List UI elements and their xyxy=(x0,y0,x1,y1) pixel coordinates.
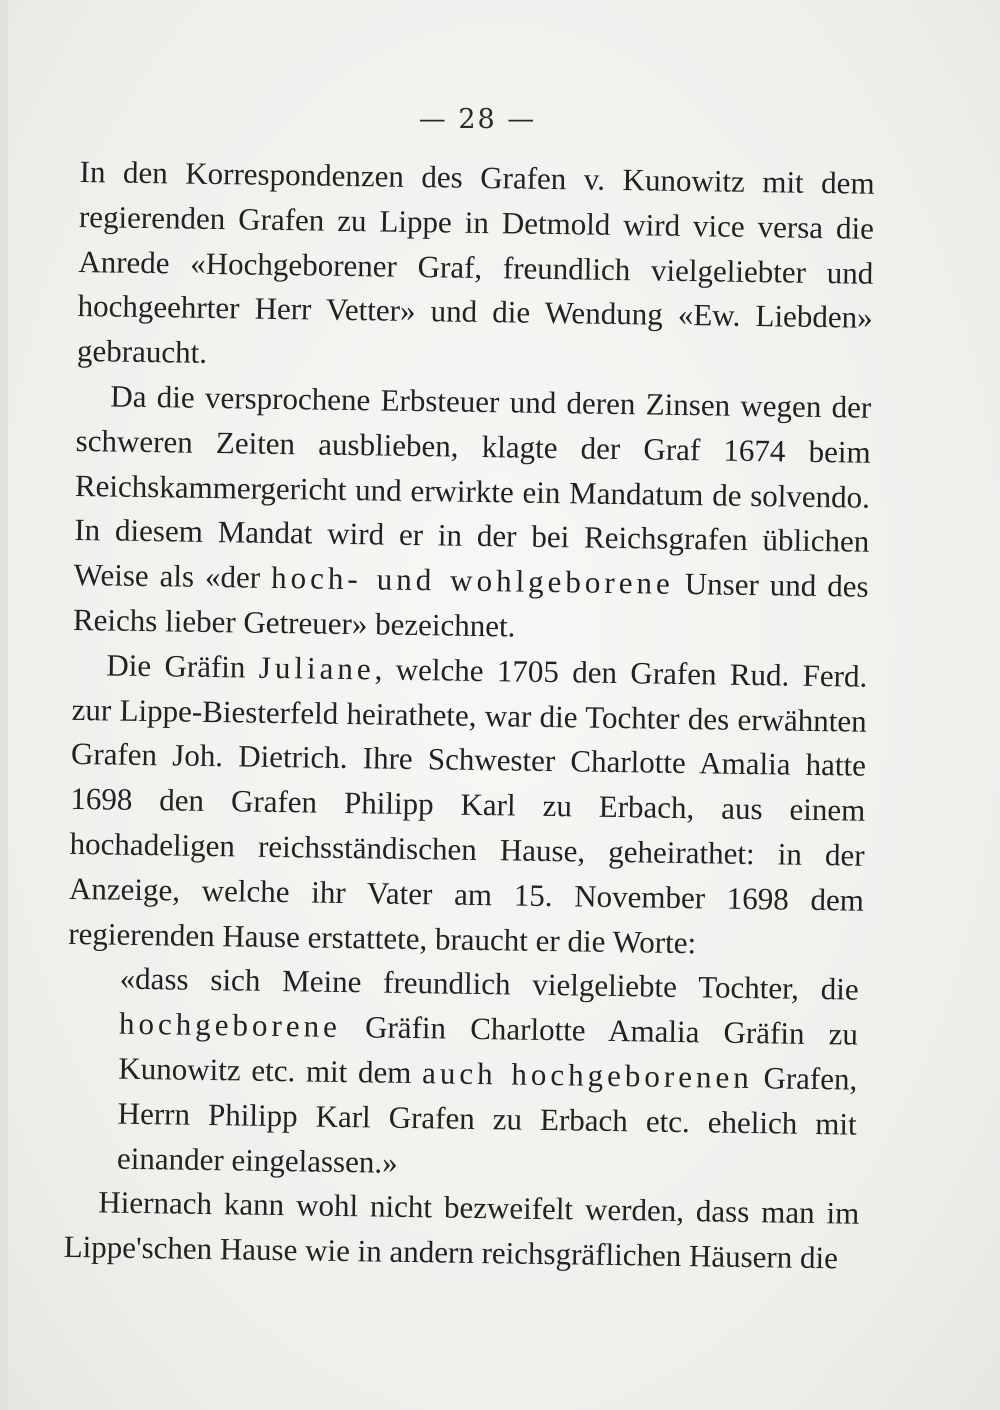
quote-part-3: Grafen, Herrn Philipp Karl Grafen zu Erbach etc. ehelich mit einander eingelassen.» xyxy=(116,1060,858,1180)
paragraph-2-spaced: hoch- und wohlgeborene xyxy=(270,560,675,602)
quote-block xyxy=(117,957,859,1192)
quote-spaced-2: auch hochgeborenen xyxy=(421,1055,754,1096)
paragraph-5: Hiernach kann wohl nicht bezweifelt werden, dass man im Lippe'schen Hause wie in andern reichsgräflichen Häusern die xyxy=(63,1184,860,1276)
paragraph-3-spaced: Juliane xyxy=(258,649,375,687)
paragraph-2-text-after: Unser und des Reichs lieber Getreuer» bezeichnet. xyxy=(72,566,869,644)
paragraph-3-text-after: , welche 1705 den Grafen Rud. Ferd. zur Lippe-Biesterfeld heirathete, war die Tochter des erwähnten Grafen Joh. Dietrich. Ihre Schwester Charlotte Amalia hatte 1698 den Grafen Philipp Karl zu Erbach, aus einem hochadeligen reichsständischen Hause, geheirathet: in der Anzeige, welche ihr Vater am 15. November 1698 dem regierenden Hause erstattete, braucht er die Worte: xyxy=(68,651,868,960)
paragraph-3 xyxy=(68,643,868,968)
paragraph-2 xyxy=(73,374,872,655)
body-text xyxy=(63,150,875,1282)
page-number: — 28 — xyxy=(418,104,537,135)
paragraph-1: In den Korrespondenzen des Grafen v. Kunowitz mit dem regierenden Grafen zu Lippe in Detmold wird vice versa die Anrede «Hochgeborener Graf, freundlich vielgeliebter und hochgeehrter Herr Vetter» und die Wendung «Ew. Liebden» gebraucht. xyxy=(76,153,875,371)
quote-part-2: Gräfin Charlotte Amalia Gräfin zu Kunowitz etc. mit dem xyxy=(118,1009,859,1091)
quote-part-1: «dass sich Meine freundlich vielgeliebte Tochter, die xyxy=(119,961,859,1007)
quote-spaced-1: hochgeborene xyxy=(118,1005,342,1045)
page-edge xyxy=(0,0,8,1410)
paragraph-2-text: Da die versprochene Erbsteuer und deren Zinsen wegen der schweren Zeiten ausblieben, klagte der Graf 1674 beim Reichskammergericht und erwirkte ein Mandatum de solvendo. In diesem Mandat wird er in der bei Reichsgrafen üblichen Weise als «der xyxy=(73,378,872,596)
paragraph-3-text: Die Gräfin xyxy=(106,647,260,685)
